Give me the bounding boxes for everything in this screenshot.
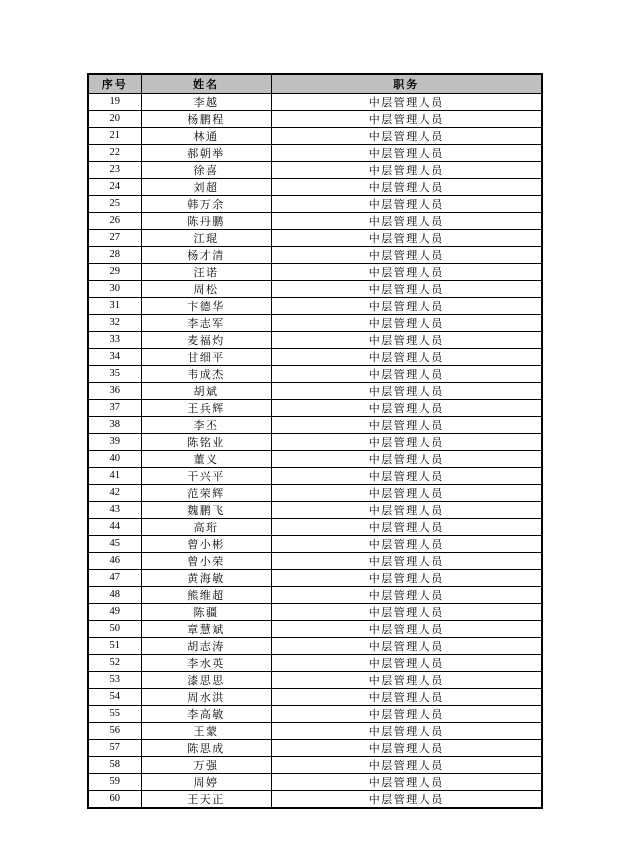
- row-index: 53: [88, 671, 141, 688]
- row-title: 中层管理人员: [271, 450, 542, 467]
- row-name: 陈思成: [141, 739, 271, 756]
- table-row: [88, 314, 542, 331]
- row-name: 熊维超: [141, 586, 271, 603]
- row-title: 中层管理人员: [271, 161, 542, 178]
- row-title: 中层管理人员: [271, 756, 542, 773]
- row-title: 中层管理人员: [271, 246, 542, 263]
- table-row: [88, 620, 542, 637]
- row-index: 55: [88, 705, 141, 722]
- row-title: 中层管理人员: [271, 212, 542, 229]
- table-row: [88, 297, 542, 314]
- table-row: [88, 110, 542, 127]
- table-row: [88, 263, 542, 280]
- table-row: [88, 671, 542, 688]
- table-row: [88, 569, 542, 586]
- row-index: 38: [88, 416, 141, 433]
- table-header-row: [88, 74, 542, 93]
- table-row: [88, 467, 542, 484]
- row-title: 中层管理人员: [271, 620, 542, 637]
- row-index: 35: [88, 365, 141, 382]
- table-row: [88, 280, 542, 297]
- row-name: 董义: [141, 450, 271, 467]
- row-title: 中层管理人员: [271, 297, 542, 314]
- table-row: [88, 501, 542, 518]
- row-index: 21: [88, 127, 141, 144]
- row-name: 王蒙: [141, 722, 271, 739]
- row-index: 29: [88, 263, 141, 280]
- row-name: 李丕: [141, 416, 271, 433]
- row-name: 韩万余: [141, 195, 271, 212]
- row-title: 中层管理人员: [271, 314, 542, 331]
- table-row: [88, 450, 542, 467]
- row-index: 36: [88, 382, 141, 399]
- row-title: 中层管理人员: [271, 229, 542, 246]
- row-index: 40: [88, 450, 141, 467]
- row-index: 30: [88, 280, 141, 297]
- row-name: 麦福灼: [141, 331, 271, 348]
- row-name: 黄海敏: [141, 569, 271, 586]
- row-index: 25: [88, 195, 141, 212]
- row-name: 李水英: [141, 654, 271, 671]
- row-name: 周婷: [141, 773, 271, 790]
- row-title: 中层管理人员: [271, 382, 542, 399]
- col-header-index: 序号: [88, 74, 141, 93]
- row-index: 26: [88, 212, 141, 229]
- table-row: [88, 93, 542, 110]
- row-name: 陈铭业: [141, 433, 271, 450]
- table-row: [88, 535, 542, 552]
- row-name: 周水洪: [141, 688, 271, 705]
- row-index: 51: [88, 637, 141, 654]
- table-row: [88, 637, 542, 654]
- table-row: [88, 348, 542, 365]
- row-name: 郝朝举: [141, 144, 271, 161]
- row-name: 章慧斌: [141, 620, 271, 637]
- row-name: 汪诺: [141, 263, 271, 280]
- row-title: 中层管理人员: [271, 484, 542, 501]
- row-index: 41: [88, 467, 141, 484]
- row-title: 中层管理人员: [271, 263, 542, 280]
- row-title: 中层管理人员: [271, 586, 542, 603]
- row-title: 中层管理人员: [271, 569, 542, 586]
- row-name: 陈疆: [141, 603, 271, 620]
- table-row: [88, 654, 542, 671]
- row-name: 李越: [141, 93, 271, 110]
- row-name: 胡斌: [141, 382, 271, 399]
- table-row: [88, 331, 542, 348]
- row-index: 45: [88, 535, 141, 552]
- table-row: [88, 127, 542, 144]
- table-row: [88, 229, 542, 246]
- row-index: 28: [88, 246, 141, 263]
- row-name: 魏鹏飞: [141, 501, 271, 518]
- table-row: [88, 161, 542, 178]
- row-title: 中层管理人员: [271, 535, 542, 552]
- table-row: [88, 246, 542, 263]
- row-title: 中层管理人员: [271, 467, 542, 484]
- row-title: 中层管理人员: [271, 773, 542, 790]
- row-name: 万强: [141, 756, 271, 773]
- row-name: 王兵辉: [141, 399, 271, 416]
- row-index: 47: [88, 569, 141, 586]
- row-name: 漆思思: [141, 671, 271, 688]
- row-index: 39: [88, 433, 141, 450]
- row-title: 中层管理人员: [271, 603, 542, 620]
- row-name: 杨鹏程: [141, 110, 271, 127]
- row-name: 韦成杰: [141, 365, 271, 382]
- table-row: [88, 790, 542, 808]
- row-title: 中层管理人员: [271, 790, 542, 808]
- row-name: 杨才清: [141, 246, 271, 263]
- table-row: [88, 603, 542, 620]
- row-title: 中层管理人员: [271, 739, 542, 756]
- row-index: 27: [88, 229, 141, 246]
- row-title: 中层管理人员: [271, 433, 542, 450]
- row-index: 23: [88, 161, 141, 178]
- row-index: 37: [88, 399, 141, 416]
- row-index: 44: [88, 518, 141, 535]
- row-title: 中层管理人员: [271, 280, 542, 297]
- row-index: 22: [88, 144, 141, 161]
- row-title: 中层管理人员: [271, 654, 542, 671]
- table-row: [88, 382, 542, 399]
- row-name: 曾小荣: [141, 552, 271, 569]
- table-row: [88, 739, 542, 756]
- table-row: [88, 365, 542, 382]
- row-index: 56: [88, 722, 141, 739]
- row-index: 20: [88, 110, 141, 127]
- table-row: [88, 144, 542, 161]
- row-title: 中层管理人员: [271, 127, 542, 144]
- row-title: 中层管理人员: [271, 144, 542, 161]
- row-title: 中层管理人员: [271, 637, 542, 654]
- row-index: 33: [88, 331, 141, 348]
- row-name: 李志军: [141, 314, 271, 331]
- row-index: 57: [88, 739, 141, 756]
- row-index: 60: [88, 790, 141, 808]
- table-row: [88, 518, 542, 535]
- row-index: 59: [88, 773, 141, 790]
- row-index: 32: [88, 314, 141, 331]
- row-index: 42: [88, 484, 141, 501]
- row-title: 中层管理人员: [271, 705, 542, 722]
- row-title: 中层管理人员: [271, 110, 542, 127]
- table-row: [88, 722, 542, 739]
- row-title: 中层管理人员: [271, 348, 542, 365]
- row-name: 卞德华: [141, 297, 271, 314]
- row-index: 46: [88, 552, 141, 569]
- row-index: 58: [88, 756, 141, 773]
- table-row: [88, 416, 542, 433]
- row-index: 50: [88, 620, 141, 637]
- row-title: 中层管理人员: [271, 501, 542, 518]
- table-row: [88, 705, 542, 722]
- row-title: 中层管理人员: [271, 671, 542, 688]
- row-name: 林通: [141, 127, 271, 144]
- table-row: [88, 399, 542, 416]
- row-title: 中层管理人员: [271, 365, 542, 382]
- row-title: 中层管理人员: [271, 518, 542, 535]
- row-name: 干兴平: [141, 467, 271, 484]
- row-index: 52: [88, 654, 141, 671]
- row-title: 中层管理人员: [271, 722, 542, 739]
- personnel-table: [87, 73, 543, 809]
- row-name: 胡志涛: [141, 637, 271, 654]
- row-index: 54: [88, 688, 141, 705]
- table-row: [88, 195, 542, 212]
- row-title: 中层管理人员: [271, 331, 542, 348]
- table-row: [88, 688, 542, 705]
- row-name: 曾小彬: [141, 535, 271, 552]
- row-name: 甘细平: [141, 348, 271, 365]
- row-index: 19: [88, 93, 141, 110]
- row-name: 陈丹鹏: [141, 212, 271, 229]
- table-row: [88, 586, 542, 603]
- row-title: 中层管理人员: [271, 195, 542, 212]
- row-name: 刘超: [141, 178, 271, 195]
- row-index: 24: [88, 178, 141, 195]
- row-name: 范荣辉: [141, 484, 271, 501]
- row-title: 中层管理人员: [271, 399, 542, 416]
- col-header-name: 姓名: [141, 74, 271, 93]
- row-index: 48: [88, 586, 141, 603]
- table-row: [88, 178, 542, 195]
- table-row: [88, 484, 542, 501]
- row-name: 高珩: [141, 518, 271, 535]
- table-row: [88, 212, 542, 229]
- row-name: 李高敏: [141, 705, 271, 722]
- table-row: [88, 433, 542, 450]
- row-index: 49: [88, 603, 141, 620]
- row-index: 43: [88, 501, 141, 518]
- table-row: [88, 756, 542, 773]
- row-title: 中层管理人员: [271, 178, 542, 195]
- row-name: 江琨: [141, 229, 271, 246]
- row-name: 王天正: [141, 790, 271, 808]
- row-index: 31: [88, 297, 141, 314]
- row-title: 中层管理人员: [271, 552, 542, 569]
- row-title: 中层管理人员: [271, 93, 542, 110]
- row-title: 中层管理人员: [271, 688, 542, 705]
- table-row: [88, 552, 542, 569]
- row-index: 34: [88, 348, 141, 365]
- row-name: 徐喜: [141, 161, 271, 178]
- table-body: [88, 93, 542, 808]
- table-row: [88, 773, 542, 790]
- row-title: 中层管理人员: [271, 416, 542, 433]
- row-name: 周松: [141, 280, 271, 297]
- col-header-title: 职务: [271, 74, 542, 93]
